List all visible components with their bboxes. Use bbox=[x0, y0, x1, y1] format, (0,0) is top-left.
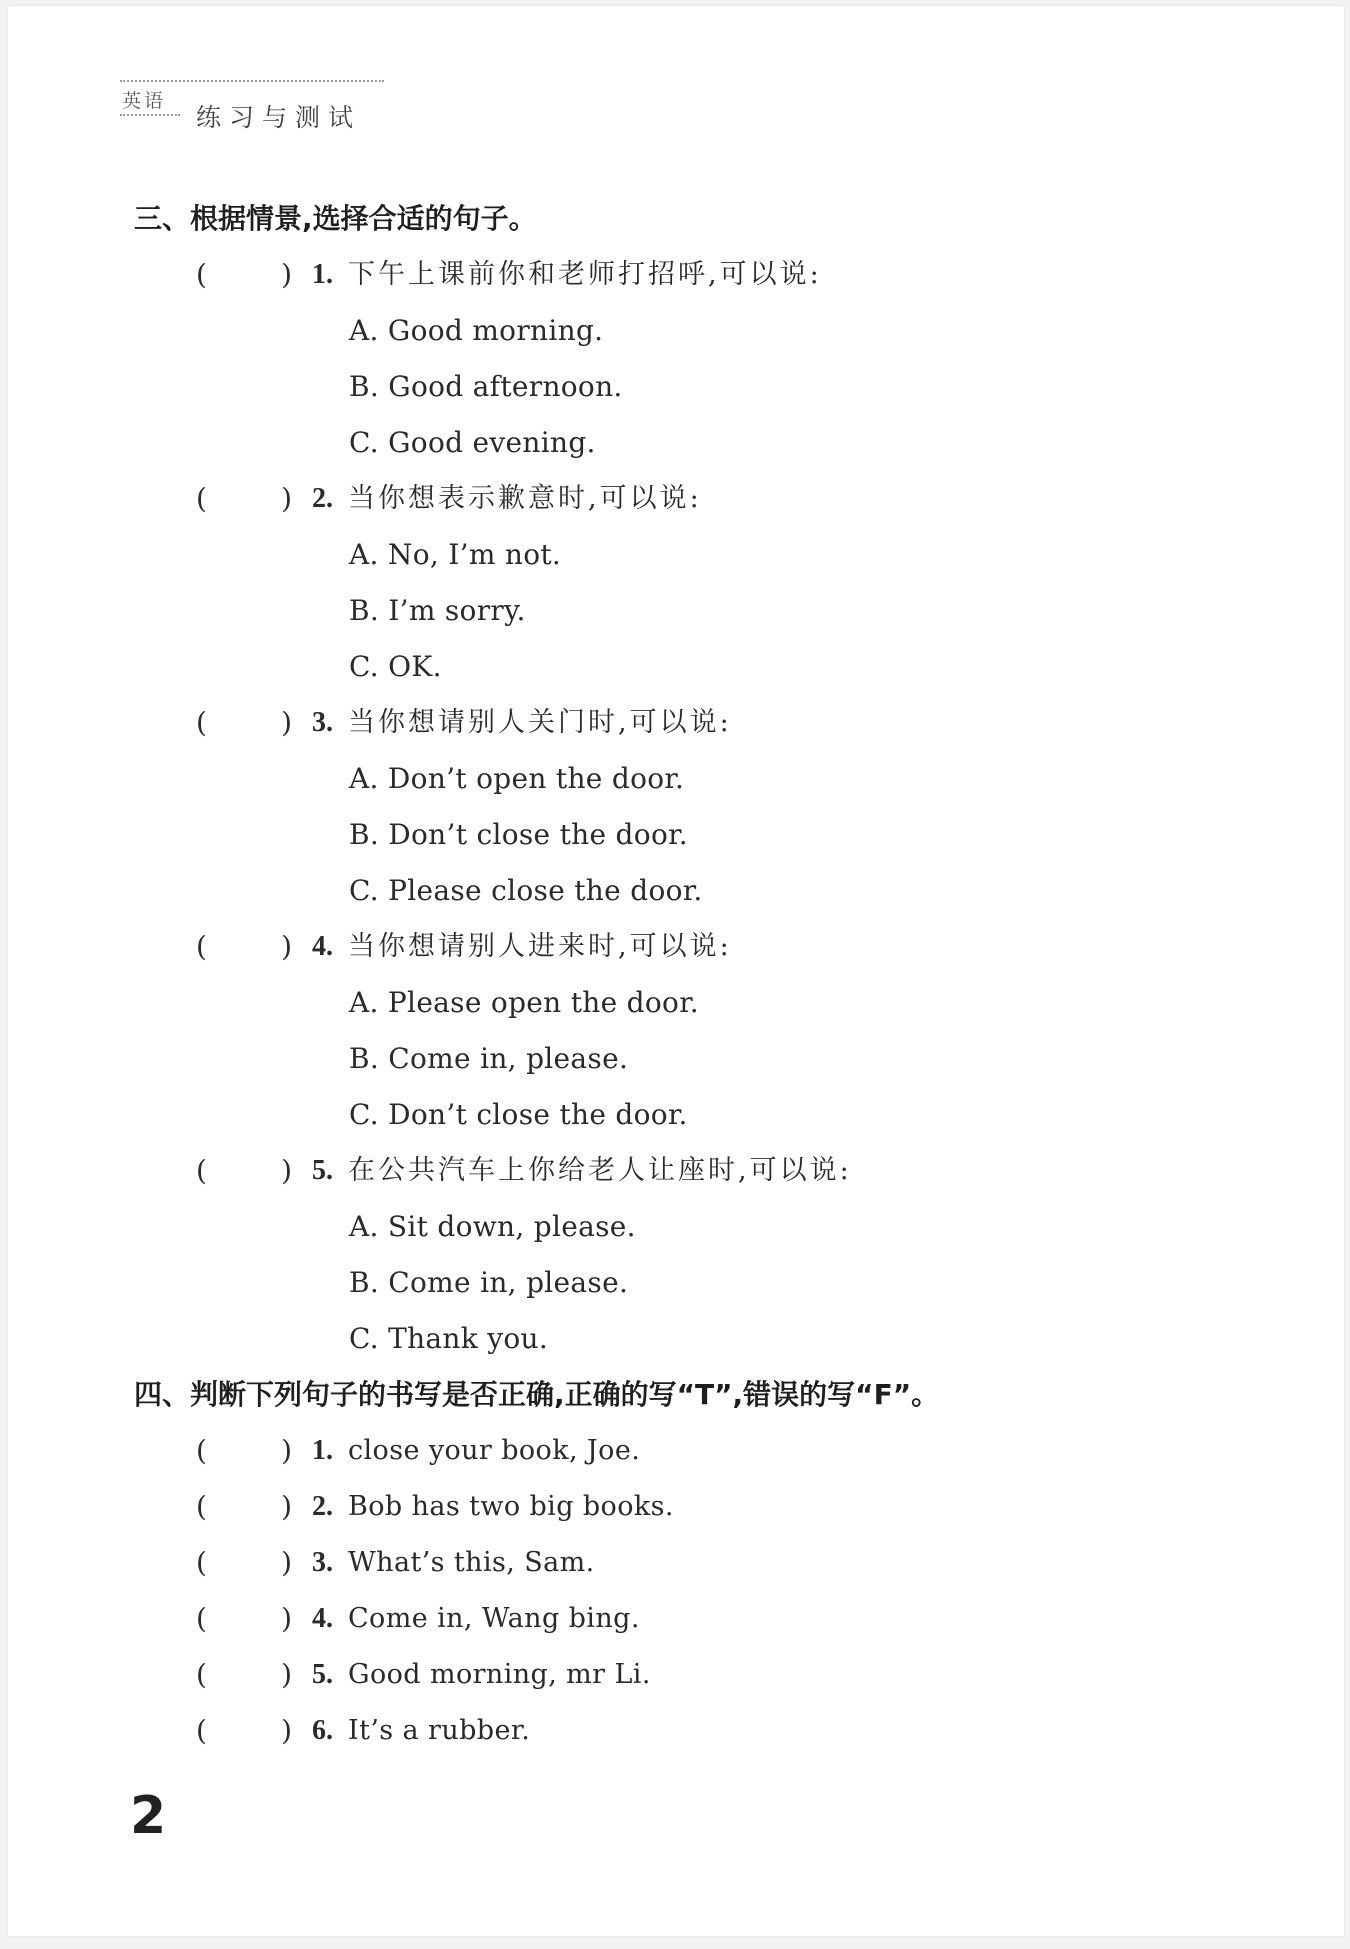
judgement-row bbox=[134, 1479, 1274, 1535]
paren-open: ( bbox=[196, 482, 207, 515]
question-row bbox=[134, 247, 1274, 303]
option-b: B. Don’t close the door. bbox=[349, 818, 688, 851]
sentence-text: Good morning, mr Li. bbox=[348, 1659, 651, 1690]
judgement-row bbox=[134, 1535, 1274, 1591]
paren-close: ) bbox=[281, 930, 292, 963]
question-stem: 当你想请别人关门时,可以说: bbox=[348, 707, 732, 738]
paren-open: ( bbox=[196, 258, 207, 291]
paren-open: ( bbox=[196, 1714, 207, 1747]
option-a: A. Good morning. bbox=[349, 314, 604, 347]
paren-close: ) bbox=[281, 1154, 292, 1187]
book-title: 练习与测试 bbox=[196, 103, 362, 132]
paren-open: ( bbox=[196, 1434, 207, 1467]
paren-open: ( bbox=[196, 930, 207, 963]
question-row bbox=[134, 1143, 1274, 1199]
paren-close: ) bbox=[281, 1658, 292, 1691]
subject-label: 英语 bbox=[122, 90, 167, 112]
question-row bbox=[134, 919, 1274, 975]
option-b: B. I’m sorry. bbox=[349, 594, 526, 627]
judgement-row bbox=[134, 1423, 1274, 1479]
paren-close: ) bbox=[281, 258, 292, 291]
option-b: B. Good afternoon. bbox=[349, 370, 623, 403]
paren-close: ) bbox=[281, 706, 292, 739]
option-c: C. Good evening. bbox=[349, 426, 596, 459]
sentence-text: Come in, Wang bing. bbox=[348, 1603, 640, 1634]
judgement-row bbox=[134, 1591, 1274, 1647]
paren-close: ) bbox=[281, 1602, 292, 1635]
option-b: B. Come in, please. bbox=[349, 1266, 629, 1299]
question-row bbox=[134, 471, 1274, 527]
option-a: A. Please open the door. bbox=[349, 986, 700, 1019]
option-a: A. Sit down, please. bbox=[349, 1210, 636, 1243]
sentence-text: close your book, Joe. bbox=[348, 1435, 641, 1466]
paren-close: ) bbox=[281, 1546, 292, 1579]
paren-open: ( bbox=[196, 1546, 207, 1579]
exercise-content bbox=[134, 191, 1274, 1759]
question-stem: 当你想请别人进来时,可以说: bbox=[348, 931, 732, 962]
option-a: A. Don’t open the door. bbox=[349, 762, 685, 795]
question-row bbox=[134, 695, 1274, 751]
sentence-text: It’s a rubber. bbox=[348, 1715, 531, 1746]
question-number: 4. bbox=[312, 931, 333, 962]
worksheet-page bbox=[8, 6, 1344, 1936]
option-b: B. Come in, please. bbox=[349, 1042, 629, 1075]
section-4-title: 四、判断下列句子的书写是否正确,正确的写“T”,错误的写“F”。 bbox=[134, 1378, 940, 1411]
question-stem: 当你想表示歉意时,可以说: bbox=[348, 483, 702, 514]
question-stem: 在公共汽车上你给老人让座时,可以说: bbox=[348, 1155, 852, 1186]
page-number: 2 bbox=[130, 1786, 167, 1846]
paren-open: ( bbox=[196, 1602, 207, 1635]
sentence-text: What’s this, Sam. bbox=[348, 1547, 595, 1578]
question-number: 2. bbox=[312, 1491, 333, 1522]
option-c: C. OK. bbox=[349, 650, 442, 683]
paren-close: ) bbox=[281, 482, 292, 515]
paren-open: ( bbox=[196, 706, 207, 739]
judgement-row bbox=[134, 1703, 1274, 1759]
paren-open: ( bbox=[196, 1658, 207, 1691]
paren-close: ) bbox=[281, 1434, 292, 1467]
question-number: 5. bbox=[312, 1155, 333, 1186]
question-number: 2. bbox=[312, 483, 333, 514]
question-number: 4. bbox=[312, 1603, 333, 1634]
option-a: A. No, I’m not. bbox=[349, 538, 562, 571]
question-number: 1. bbox=[312, 1435, 333, 1466]
question-number: 1. bbox=[312, 259, 333, 290]
paren-open: ( bbox=[196, 1490, 207, 1523]
option-c: C. Thank you. bbox=[349, 1322, 549, 1355]
paren-close: ) bbox=[281, 1490, 292, 1523]
book-header bbox=[112, 76, 384, 136]
question-number: 6. bbox=[312, 1715, 333, 1746]
paren-open: ( bbox=[196, 1154, 207, 1187]
subject-dotted-rule bbox=[120, 114, 180, 116]
question-stem: 下午上课前你和老师打招呼,可以说: bbox=[348, 259, 822, 290]
judgement-row bbox=[134, 1647, 1274, 1703]
option-c: C. Please close the door. bbox=[349, 874, 703, 907]
question-number: 3. bbox=[312, 707, 333, 738]
section-3-title: 三、根据情景,选择合适的句子。 bbox=[134, 202, 537, 235]
question-number: 5. bbox=[312, 1659, 333, 1690]
header-dotted-rule bbox=[120, 80, 384, 82]
question-number: 3. bbox=[312, 1547, 333, 1578]
sentence-text: Bob has two big books. bbox=[348, 1491, 674, 1522]
option-c: C. Don’t close the door. bbox=[349, 1098, 688, 1131]
paren-close: ) bbox=[281, 1714, 292, 1747]
